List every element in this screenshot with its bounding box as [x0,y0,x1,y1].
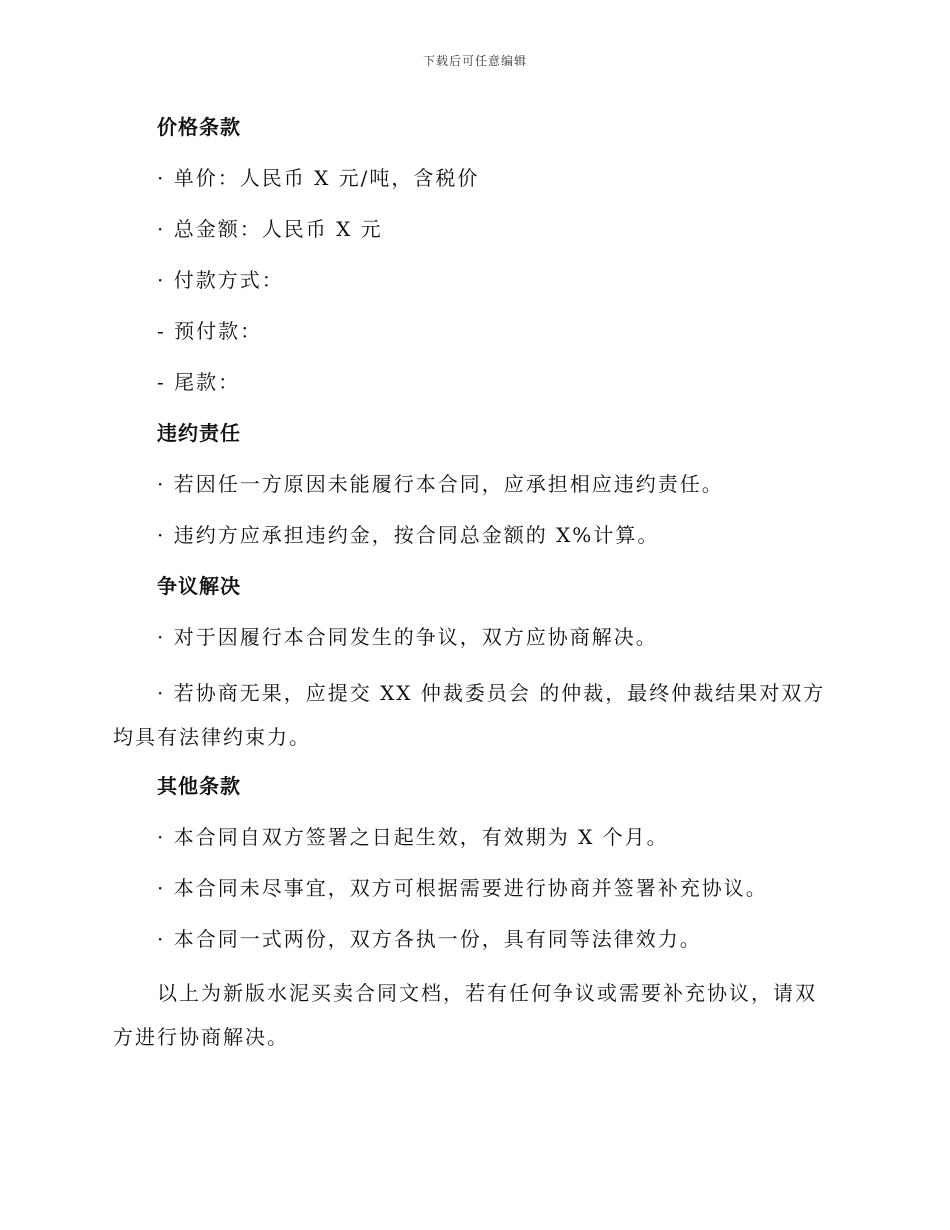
section-heading-other: 其他条款 [157,774,241,798]
page-header: 下载后可任意编辑 [422,54,527,68]
payment-method-item: · 付款方式： [157,268,284,292]
dispute-item: · 若协商无果，应提交 XX 仲裁委员会 的仲裁，最终仲裁结果对双方均具有法律约束力。 [113,681,826,749]
dispute-item: · 对于因履行本合同发生的争议，双方应协商解决。 [157,625,658,649]
section-heading-price: 价格条款 [157,115,241,139]
prepayment-item: - 预付款： [157,319,263,343]
other-item: · 本合同未尽事宜，双方可根据需要进行协商并签署补充协议。 [157,876,768,900]
final-payment-item: - 尾款： [157,370,241,394]
price-total-item: · 总金额：人民币 X 元 [157,217,383,241]
section-heading-dispute: 争议解决 [157,574,241,598]
other-item: · 本合同自双方签署之日起生效，有效期为 X 个月。 [157,825,669,849]
document-body [113,110,833,1076]
other-item: · 本合同一式两份，双方各执一份，具有同等法律效力。 [157,927,702,951]
breach-item: · 若因任一方原因未能履行本合同，应承担相应违约责任。 [157,472,724,496]
breach-item: · 违约方应承担违约金，按合同总金额的 X%计算。 [157,523,660,547]
price-unit-item: · 单价：人民币 X 元/吨，含税价 [157,166,480,190]
section-heading-breach: 违约责任 [157,421,241,445]
closing-paragraph: 以上为新版水泥买卖合同文档，若有任何争议或需要补充协议，请双方进行协商解决。 [113,981,817,1049]
